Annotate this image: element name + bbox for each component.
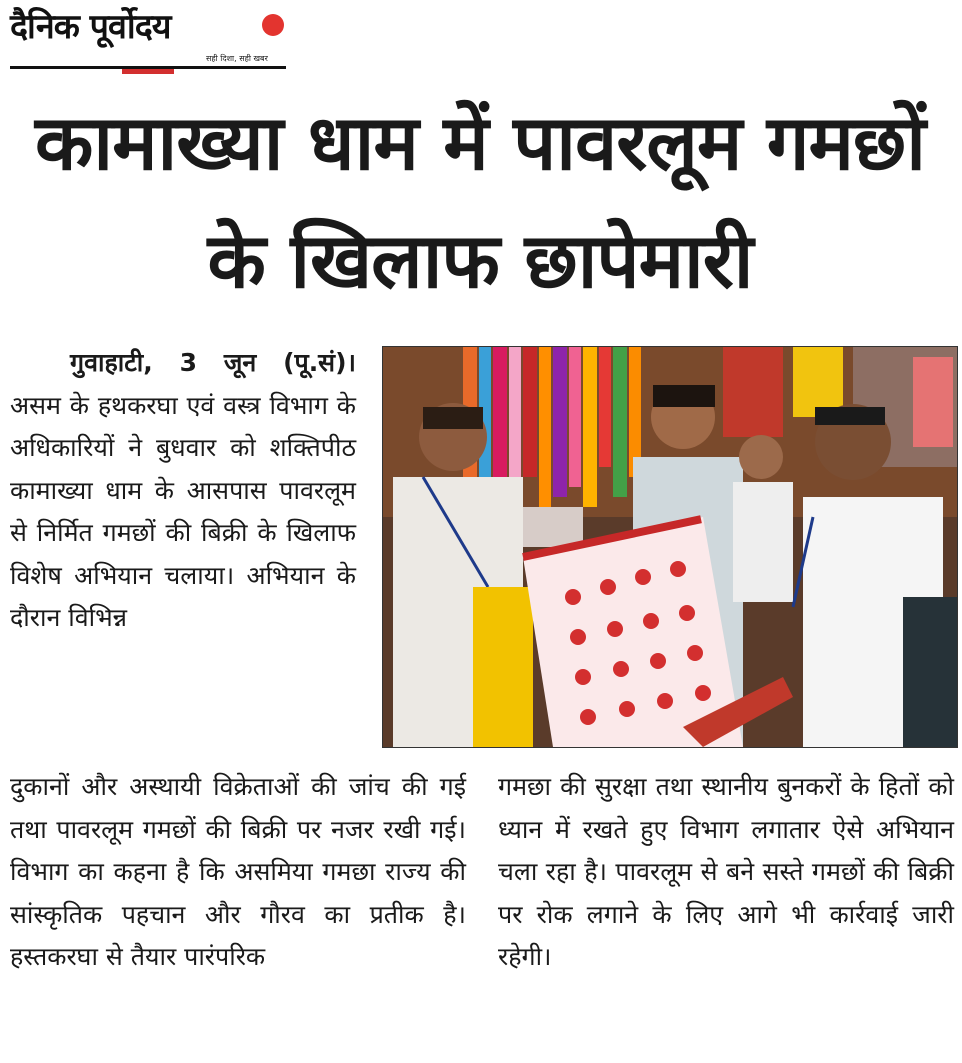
article-intro xyxy=(10,342,356,640)
article-column-left: दुकानों और अस्थायी विक्रेताओं की जांच की गई तथा पावरलूम गमछों की बिक्री पर नजर रखी गई। विभाग का कहना है कि असमिया गमछा राज्य की सांस्कृतिक पहचान और गौरव का प्रतीक है। हस्तकरघा से तैयार पारंपरिक xyxy=(10,772,466,971)
masthead-title: दैनिक पूर्वोदय xyxy=(10,7,171,47)
article-intro-text: असम के हथकरघा एवं वस्त्र विभाग के अधिकारियों ने बुधवार को शक्तिपीठ कामाख्या धाम के आसपास पावरलूम से निर्मित गमछों की बिक्री के खिलाफ विशेष अभियान चलाया। अभियान के दौरान विभिन्न xyxy=(10,390,356,632)
article-photo xyxy=(382,346,958,748)
article-headline: कामाख्या धाम में पावरलूम गमछों के खिलाफ छापेमारी xyxy=(35,98,925,305)
article-column-right: गमछा की सुरक्षा तथा स्थानीय बुनकरों के हितों को ध्यान में रखते हुए विभाग लगातार ऐसे अभियान चला रहा है। पावरलूम से बने सस्ते गमछों की बिक्री पर रोक लगाने के लिए आगे भी कार्रवाई जारी रहेगी। xyxy=(498,772,954,971)
masthead-tagline: सही दिशा, सही खबर xyxy=(206,54,268,63)
masthead xyxy=(10,4,286,74)
article-dateline: गुवाहाटी, 3 जून (पू.सं)। xyxy=(70,348,356,377)
masthead-red-bar xyxy=(122,69,174,74)
masthead-logo-dot xyxy=(262,14,284,36)
